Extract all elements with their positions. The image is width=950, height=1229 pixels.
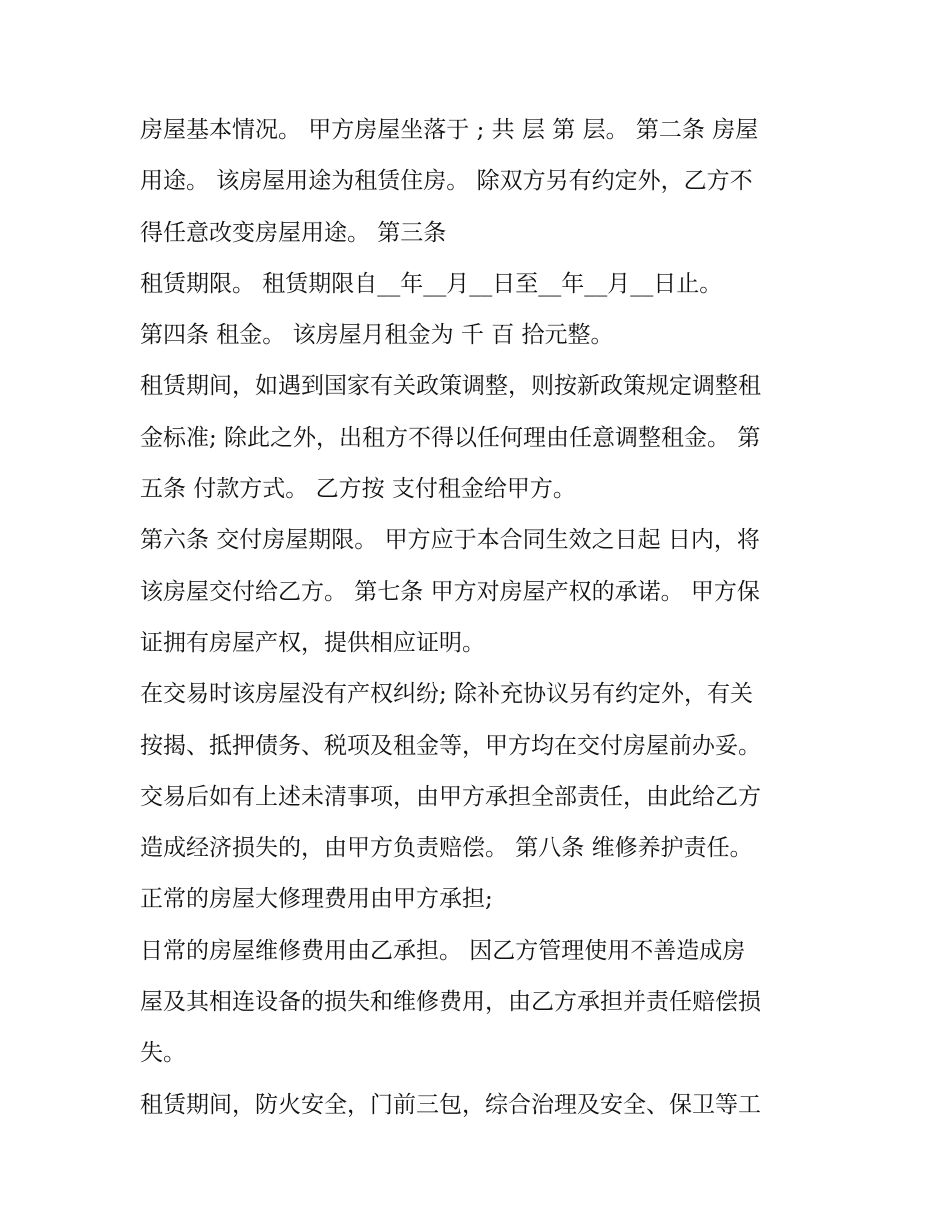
text-line: 租赁期间，如遇到国家有关政策调整，则按新政策规定调整租 bbox=[140, 373, 761, 400]
text-line: 房屋基本情况。 甲方房屋坐落于 ; 共 层 第 层。 第二条 房屋 bbox=[140, 117, 759, 143]
text-line: 在交易时该房屋没有产权纠纷; 除补充协议另有约定外，有关 bbox=[140, 681, 754, 708]
text-line: 金标准; 除此之外，出租方不得以任何理由任意调整租金。 第 bbox=[140, 424, 761, 451]
text-line: 正常的房屋大修理费用由甲方承担; bbox=[140, 886, 493, 913]
text-line: 造成经济损失的，由甲方负责赔偿。 第八条 维修养护责任。 bbox=[140, 835, 753, 862]
text-line: 得任意改变房屋用途。 第三条 bbox=[140, 219, 447, 246]
text-line: 第四条 租金。 该房屋月租金为 千 百 拾元整。 bbox=[140, 322, 614, 349]
text-line: 租赁期限。 租赁期限自__年__月__日至__年__月__日止。 bbox=[140, 270, 723, 297]
text-line: 证拥有房屋产权，提供相应证明。 bbox=[140, 629, 485, 656]
text-line: 该房屋交付给乙方。 第七条 甲方对房屋产权的承诺。 甲方保 bbox=[140, 578, 760, 605]
text-line: 按揭、抵押债务、税项及租金等，甲方均在交付房屋前办妥。 bbox=[140, 732, 761, 759]
text-line: 屋及其相连设备的损失和维修费用，由乙方承担并责任赔偿损 bbox=[140, 989, 761, 1016]
text-line: 失。 bbox=[140, 1040, 186, 1067]
text-line: 第六条 交付房屋期限。 甲方应于本合同生效之日起 日内，将 bbox=[140, 527, 760, 554]
text-line: 日常的房屋维修费用由乙承担。 因乙方管理使用不善造成房 bbox=[140, 937, 746, 964]
text-line: 租赁期间，防火安全，门前三包，综合治理及安全、保卫等工 bbox=[140, 1091, 761, 1118]
text-line: 用途。 该房屋用途为租赁住房。 除双方另有约定外，乙方不 bbox=[140, 168, 753, 195]
document-body bbox=[140, 105, 820, 1131]
text-line: 五条 付款方式。 乙方按 支付租金给甲方。 bbox=[140, 476, 576, 503]
text-line: 交易后如有上述未清事项，由甲方承担全部责任，由此给乙方 bbox=[140, 783, 761, 810]
